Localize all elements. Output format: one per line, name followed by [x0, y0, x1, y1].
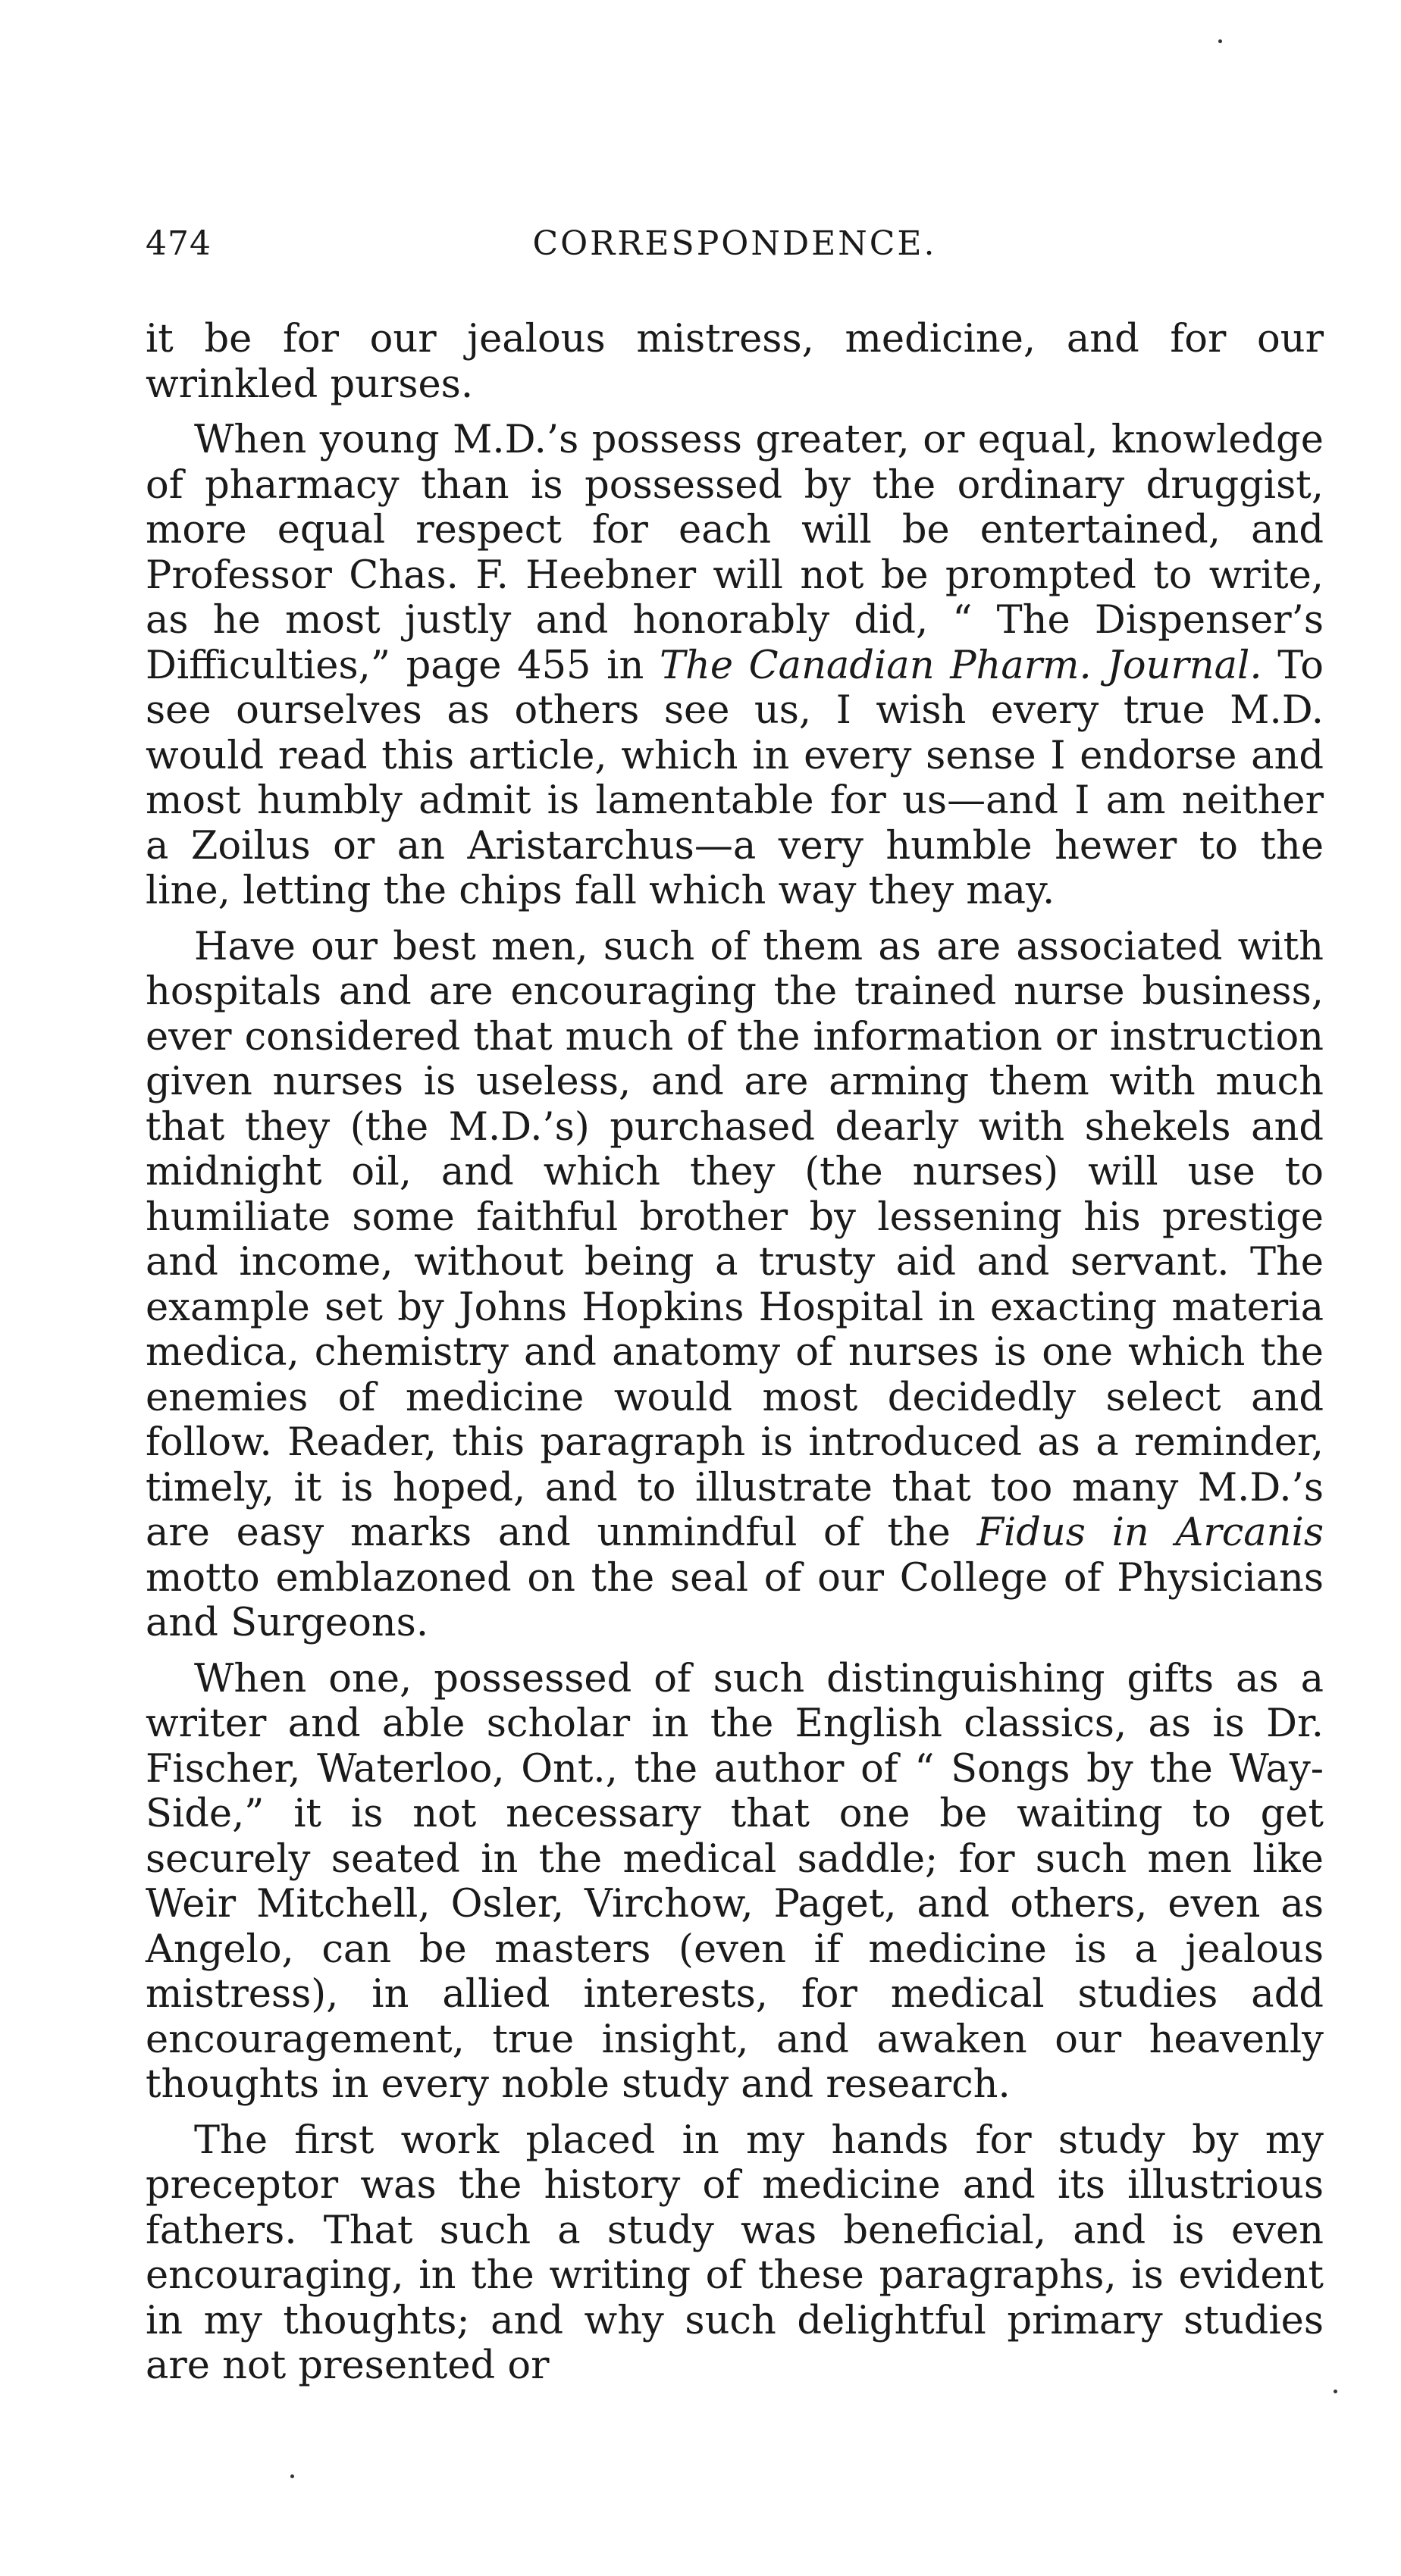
page-number: 474: [146, 224, 212, 263]
scan-speck: [1218, 39, 1222, 43]
italic-text: Fidus in Arcanis: [976, 1510, 1324, 1555]
body-text: [146, 317, 1324, 2389]
scan-speck: [290, 2474, 294, 2478]
paragraph: [146, 317, 1324, 407]
italic-text: The Canadian Pharm. Journal.: [659, 643, 1262, 688]
running-head: CORRESPONDENCE.: [532, 224, 937, 263]
paragraph-text: Have our best men, such of them as are associated with hospitals and are encouraging the trained nurse business, ever considered that much of the information or instruction given nurses is useless, and are arming them with much that they (the M.D.’s) purchased dearly with shekels and midnight oil, and which they (the nurses) will use to humiliate some faithful brother by lessening his prestige and income, without being a trusty aid and servant. The example set by Johns Hopkins Hospital in exacting materia medica, chemistry and anatomy of nurses is one which the enemies of medicine would most decidedly select and follow. Reader, this paragraph is introduced as a reminder, timely, it is hoped, and to illustrate that too many M.D.’s are easy marks and unmindful of the: [146, 924, 1324, 1555]
paragraph-text: motto emblazoned on the seal of our College of Physicians and Surgeons.: [146, 1555, 1324, 1645]
paragraph-text: it be for our jealous mistress, medicine, and for our wrinkled purses.: [146, 317, 1324, 407]
paragraph-text: To see ourselves as others see us, I wish every true M.D. would read this article, which in every sense I endorse and most humbly admit is lamentable for us—and I am neither a Zoilus or an Aristarchus—a very humble hewer to the line, letting the chips fall which way they may.: [146, 643, 1324, 913]
paragraph: [146, 418, 1324, 914]
page-header: [146, 224, 1324, 277]
paragraph: [146, 2118, 1324, 2389]
paragraph: [146, 1657, 1324, 2108]
paragraph: [146, 925, 1324, 1646]
paragraph-text: The first work placed in my hands for study by my preceptor was the history of medicine and its illustrious fathers. That such a study was beneficial, and is even encouraging, in the writing of these paragraphs, is evident in my thoughts; and why such delightful primary studies are not presented or: [146, 2117, 1324, 2388]
paragraph-text: When one, possessed of such distinguishing gifts as a writer and able scholar in the English classics, as is Dr. Fischer, Waterloo, Ont., the author of “ Songs by the Way-Side,” it is not necessary that one be waiting to get securely seated in the medical saddle; for such men like Weir Mitchell, Osler, Virchow, Paget, and others, even as Angelo, can be masters (even if medicine is a jealous mistress), in allied interests, for medical studies add encouragement, true insight, and awaken our heavenly thoughts in every noble study and research.: [146, 1656, 1324, 2107]
paragraph-text: When young M.D.’s possess greater, or equal, knowledge of pharmacy than is possessed by the ordinary druggist, more equal respect for each will be entertained, and Professor Chas. F. Heebner will not be prompted to write, as he most justly and honorably did, “ The Dispenser’s Difficulties,” page 455 in: [146, 418, 1324, 688]
scan-speck: [1334, 2390, 1337, 2393]
